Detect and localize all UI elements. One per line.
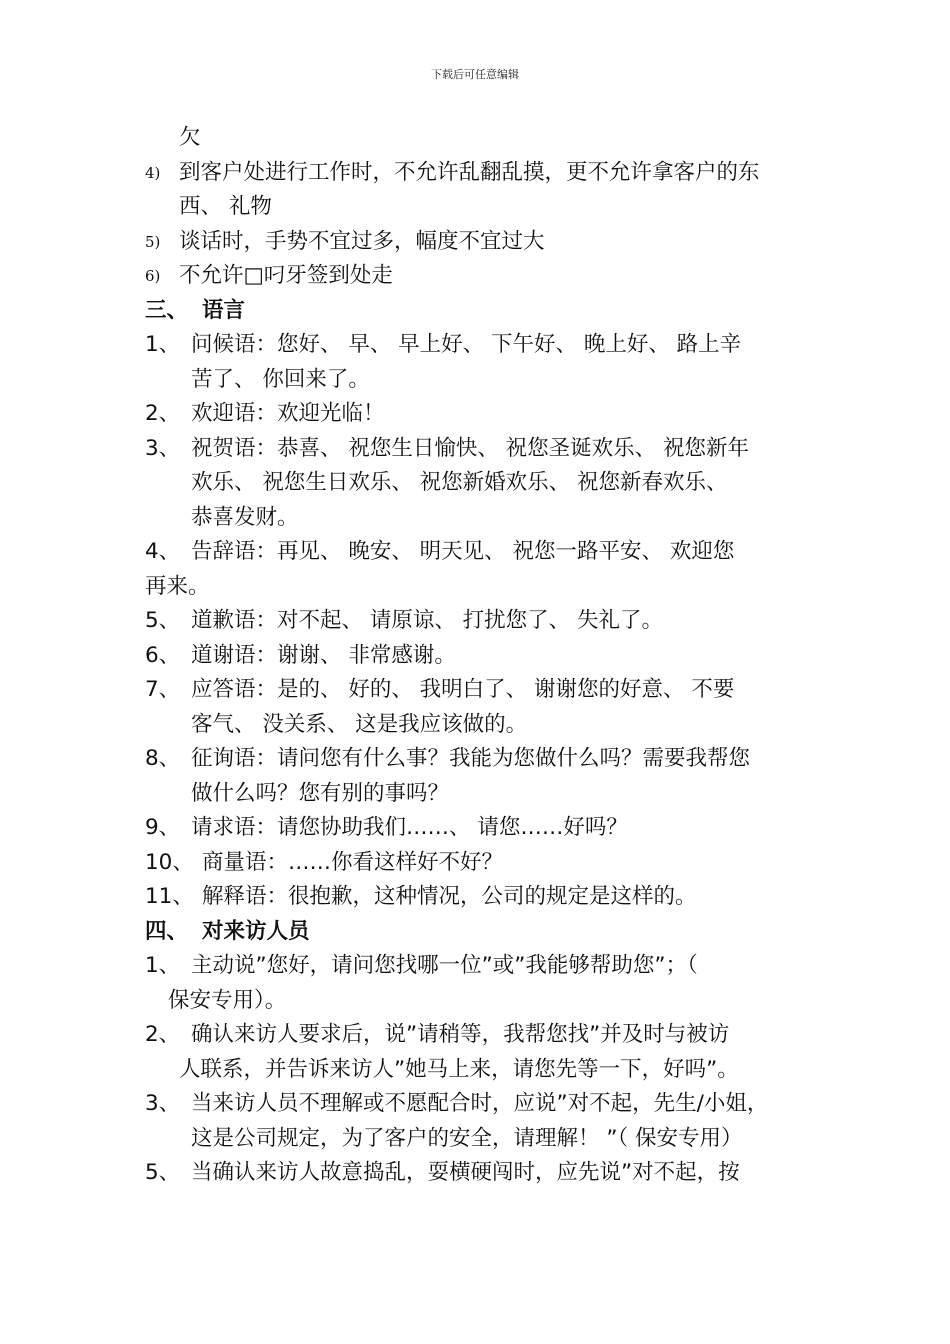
item-text: 问候语：您好、 早、 早上好、 下午好、 晚上好、 路上辛: [191, 332, 742, 357]
list-item: [145, 1018, 815, 1053]
section-heading: [145, 915, 815, 950]
item-number: 5): [145, 232, 161, 251]
item-text: 主动说”您好，请问您找哪一位”或”我能够帮助您”；（: [191, 953, 698, 978]
list-item: [145, 846, 815, 881]
list-item-continuation: [145, 708, 815, 743]
list-item: [145, 432, 815, 467]
item-number: 四、: [145, 918, 189, 944]
item-text: 不允许□叼牙签到处走: [179, 263, 393, 288]
item-text: 商量语：……你看这样好不好？: [202, 849, 504, 875]
item-text: 当来访人员不理解或不愿配合时，应说”对不起，先生/小姐，: [191, 1091, 769, 1116]
item-number: 8、: [145, 746, 181, 771]
item-number: 1、: [145, 332, 181, 357]
item-text: 确认来访人要求后，说”请稍等，我帮您找”并及时与被访: [191, 1022, 730, 1047]
list-item-continuation: [145, 570, 815, 605]
list-item: [145, 1087, 815, 1122]
item-number: 6、: [145, 642, 181, 668]
item-text: 到客户处进行工作时，不允许乱翻乱摸，更不允许拿客户的东: [179, 159, 760, 185]
list-item: [145, 811, 815, 846]
list-item: [145, 639, 815, 674]
item-number: 11、: [145, 884, 194, 909]
item-text: 请求语：请您协助我们……、 请您……好吗？: [191, 815, 628, 840]
item-number: 4): [145, 163, 161, 182]
item-text: 这是公司规定，为了客户的安全，请理解！ ”（ 保安专用）: [191, 1125, 743, 1151]
item-text: 客气、 没关系、 这是我应该做的。: [191, 711, 528, 737]
item-number: 三、: [145, 297, 189, 323]
document-body: [145, 121, 815, 1191]
list-item-continuation: [145, 121, 815, 156]
page-header: 下载后可任意编辑: [431, 68, 519, 81]
item-text: 人联系，并告诉来访人”她马上来，请您先等一下，好吗”。: [179, 1056, 739, 1082]
list-item: [145, 742, 815, 777]
item-number: 7、: [145, 677, 181, 702]
item-text: 做什么吗？您有别的事吗？: [191, 780, 450, 806]
list-item: [145, 673, 815, 708]
list-item: [145, 397, 815, 432]
item-number: 10、: [145, 849, 194, 875]
item-number: 9、: [145, 815, 181, 840]
item-text: 告辞语：再见、 晚安、 明天见、 祝您一路平安、 欢迎您: [191, 539, 735, 564]
list-item: [145, 225, 815, 260]
item-text: 保安专用）。: [168, 987, 287, 1013]
item-text: 苦了、 你回来了。: [191, 366, 370, 392]
item-text: 道谢语：谢谢、 非常感谢。: [191, 642, 456, 668]
item-number: 4、: [145, 539, 181, 564]
item-text: 欠: [179, 125, 201, 150]
item-text: 解释语：很抱歉，这种情况，公司的规定是这样的。: [202, 884, 697, 909]
item-text: 西、 礼物: [179, 194, 272, 219]
list-item: [145, 604, 815, 639]
list-item: [145, 1156, 815, 1191]
item-number: 1、: [145, 953, 181, 978]
item-number: 5、: [145, 1160, 181, 1185]
item-text: 道歉语：对不起、 请原谅、 打扰您了、 失礼了。: [191, 608, 664, 633]
list-item-continuation: [145, 466, 815, 501]
item-number: 3、: [145, 435, 181, 461]
list-item: [145, 535, 815, 570]
list-item-continuation: [145, 777, 815, 812]
item-text: 欢迎语：欢迎光临！: [191, 401, 385, 426]
item-text: 对来访人员: [202, 918, 310, 944]
list-item: [145, 949, 815, 984]
list-item-continuation: [145, 363, 815, 398]
item-text: 征询语：请问您有什么事？我能为您做什么吗？需要我帮您: [191, 746, 751, 771]
item-text: 语言: [202, 297, 246, 323]
list-item-continuation: [145, 1122, 815, 1157]
item-text: 谈话时，手势不宜过多，幅度不宜过大: [179, 228, 545, 254]
item-number: 5、: [145, 608, 181, 633]
item-text: 应答语：是的、 好的、 我明白了、 谢谢您的好意、 不要: [191, 677, 735, 702]
item-text: 恭喜发财。: [191, 504, 299, 530]
item-text: 当确认来访人故意捣乱，耍横硬闯时，应先说”对不起，按: [191, 1160, 740, 1185]
item-number: 3、: [145, 1091, 181, 1116]
item-number: 2、: [145, 401, 181, 426]
list-item: [145, 880, 815, 915]
list-item-continuation: [145, 190, 815, 225]
item-text: 祝贺语：恭喜、 祝您生日愉快、 祝您圣诞欢乐、 祝您新年: [191, 435, 750, 461]
list-item: [145, 156, 815, 191]
item-number: 2、: [145, 1022, 181, 1047]
item-text: 再来。: [145, 573, 210, 599]
list-item: [145, 259, 815, 294]
list-item: [145, 328, 815, 363]
list-item-continuation: [145, 501, 815, 536]
section-heading: [145, 294, 815, 329]
list-item-continuation: [145, 1053, 815, 1088]
list-item-continuation: [145, 984, 815, 1019]
item-text: 欢乐、 祝您生日欢乐、 祝您新婚欢乐、 祝您新春欢乐、: [191, 470, 728, 495]
item-number: 6): [145, 267, 161, 285]
